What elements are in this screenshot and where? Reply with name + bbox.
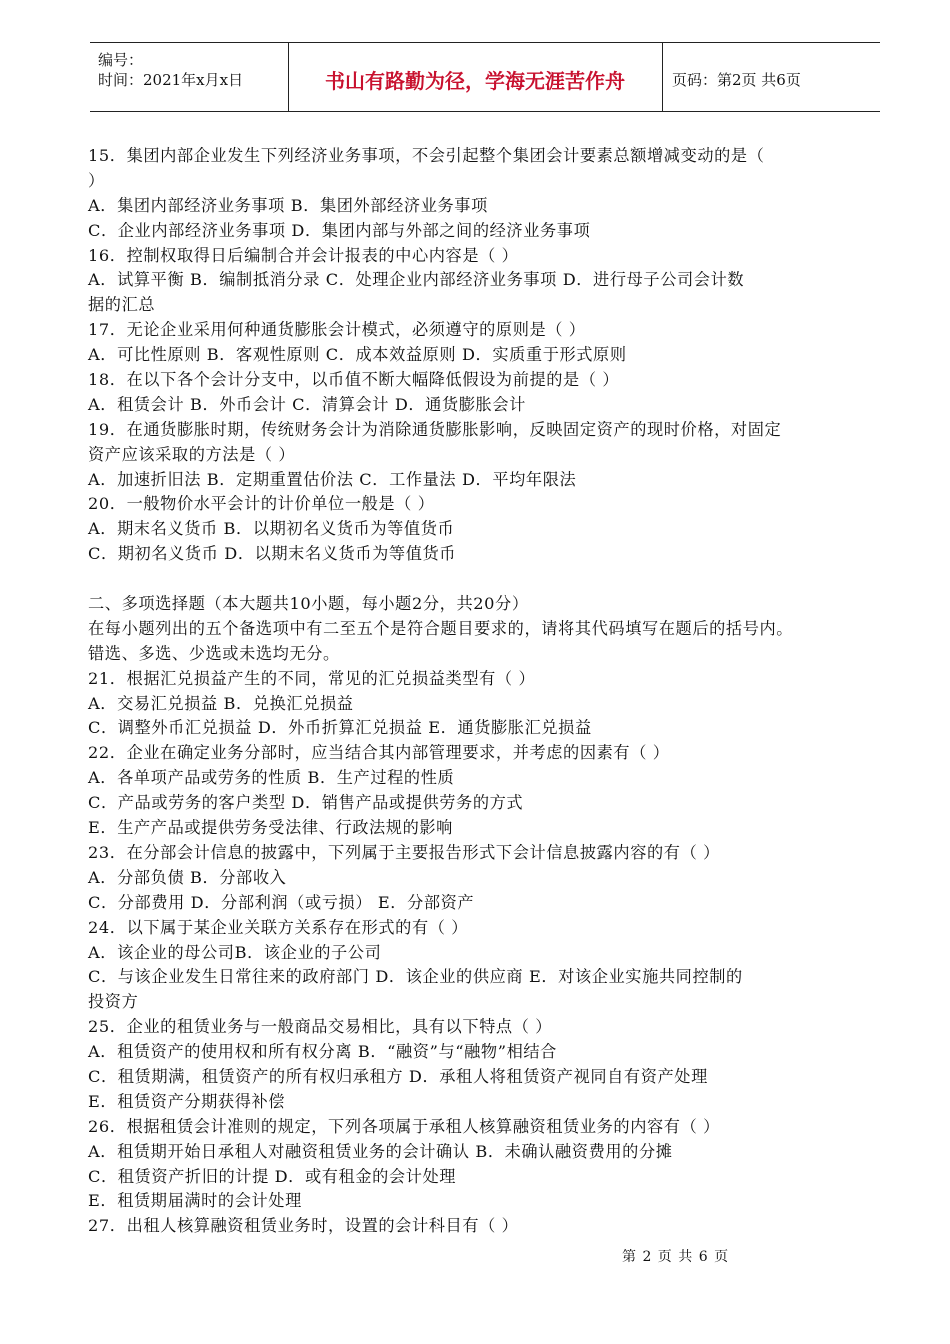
text-line: A．该企业的母公司B．该企业的子公司	[88, 942, 382, 962]
text-line: A．期末名义货币 B．以期初名义货币为等值货币	[88, 519, 455, 539]
text-line: 21．根据汇兑损益产生的不同，常见的汇兑损益类型有（ ）	[88, 668, 536, 688]
text-line: A．试算平衡 B．编制抵消分录 C．处理企业内部经济业务事项 D．进行母子公司会计数	[88, 270, 745, 290]
text-line: 27．出租人核算融资租赁业务时，设置的会计科目有（ ）	[88, 1216, 519, 1236]
text-line: C．分部费用 D．分部利润（或亏损） E．分部资产	[88, 892, 475, 912]
text-line: 19．在通货膨胀时期，传统财务会计为消除通货膨胀影响，反映固定资产的现时价格，对固定	[88, 419, 782, 439]
page-header	[90, 42, 880, 112]
text-line: A．租赁资产的使用权和所有权分离 B．“融资”与“融物”相结合	[88, 1042, 557, 1062]
text-line: A．交易汇兑损益 B．兑换汇兑损益	[88, 693, 354, 713]
text-line: C．租赁资产折旧的计提 D．或有租金的会计处理	[88, 1166, 457, 1186]
text-line: C．企业内部经济业务事项 D．集团内部与外部之间的经济业务事项	[88, 220, 591, 240]
text-line: ）	[88, 170, 105, 190]
page-footer: 第 2 页 共 6 页	[622, 1249, 730, 1265]
text-line: 23．在分部会计信息的披露中，下列属于主要报告形式下会计信息披露内容的有（ ）	[88, 842, 720, 862]
text-line: 17．无论企业采用何种通货膨胀会计模式，必须遵守的原则是（ ）	[88, 320, 586, 340]
text-line: 二、多项选择题（本大题共10小题，每小题2分，共20分）	[88, 594, 529, 614]
text-line: C．租赁期满，租赁资产的所有权归承租方 D．承租人将租赁资产视同自有资产处理	[88, 1066, 708, 1086]
header-page-cell	[662, 43, 880, 111]
text-line: 据的汇总	[88, 295, 156, 315]
text-line: A．分部负债 B．分部收入	[88, 867, 287, 887]
text-line: 26．根据租赁会计准则的规定，下列各项属于承租人核算融资租赁业务的内容有（ ）	[88, 1116, 720, 1136]
text-line: E．租赁资产分期获得补偿	[88, 1091, 286, 1111]
text-line: 18．在以下各个会计分支中，以币值不断大幅降低假设为前提的是（ ）	[88, 370, 620, 390]
text-line: 15．集团内部企业发生下列经济业务事项，不会引起整个集团会计要素总额增减变动的是（	[88, 146, 765, 165]
number-label: 编号：	[98, 51, 144, 69]
text-line: 投资方	[88, 992, 139, 1012]
text-line: 20．一般物价水平会计的计价单位一般是（ ）	[88, 494, 435, 514]
text-line: E．租赁期届满时的会计处理	[88, 1191, 302, 1211]
text-line: C．产品或劳务的客户类型 D．销售产品或提供劳务的方式	[88, 793, 524, 813]
text-line: C．调整外币汇兑损益 D．外币折算汇兑损益 E．通货膨胀汇兑损益	[88, 718, 592, 738]
text-line: 16．控制权取得日后编制合并会计报表的中心内容是（ ）	[88, 245, 519, 265]
motto: 书山有路勤为径，学海无涯苦作舟	[325, 69, 625, 93]
time-label: 时间：2021年x月x日	[98, 71, 244, 89]
question-body	[88, 144, 888, 1239]
blank-line	[88, 567, 888, 592]
text-line: C．与该企业发生日常往来的政府部门 D．该企业的供应商 E．对该企业实施共同控制的	[88, 967, 743, 987]
text-line: A．租赁会计 B．外币会计 C．清算会计 D．通货膨胀会计	[88, 394, 526, 414]
text-line: 22．企业在确定业务分部时，应当结合其内部管理要求，并考虑的因素有（ ）	[88, 743, 670, 763]
text-line: 资产应该采取的方法是（ ）	[88, 444, 296, 464]
text-line: A．集团内部经济业务事项 B．集团外部经济业务事项	[88, 195, 488, 215]
page-info: 页码：第2页 共6页	[672, 71, 801, 89]
text-line: 25．企业的租赁业务与一般商品交易相比，具有以下特点（ ）	[88, 1017, 553, 1037]
text-line: 24．以下属于某企业关联方关系存在形式的有（ ）	[88, 917, 469, 937]
header-meta-cell	[90, 43, 289, 111]
text-line: 在每小题列出的五个备选项中有二至五个是符合题目要求的，请将其代码填写在题后的括号内。	[88, 618, 794, 638]
text-line: 错选、多选、少选或未选均无分。	[88, 643, 340, 663]
header-motto-cell	[288, 43, 663, 111]
text-line: A．各单项产品或劳务的性质 B．生产过程的性质	[88, 768, 455, 788]
text-line: A．加速折旧法 B．定期重置估价法 C．工作量法 D．平均年限法	[88, 469, 577, 489]
text-line: E．生产产品或提供劳务受法律、行政法规的影响	[88, 818, 453, 838]
text-line: C．期初名义货币 D．以期末名义货币为等值货币	[88, 544, 457, 564]
text-line: A．可比性原则 B．客观性原则 C．成本效益原则 D．实质重于形式原则	[88, 345, 627, 365]
text-line: A．租赁期开始日承租人对融资租赁业务的会计确认 B．未确认融资费用的分摊	[88, 1141, 673, 1161]
